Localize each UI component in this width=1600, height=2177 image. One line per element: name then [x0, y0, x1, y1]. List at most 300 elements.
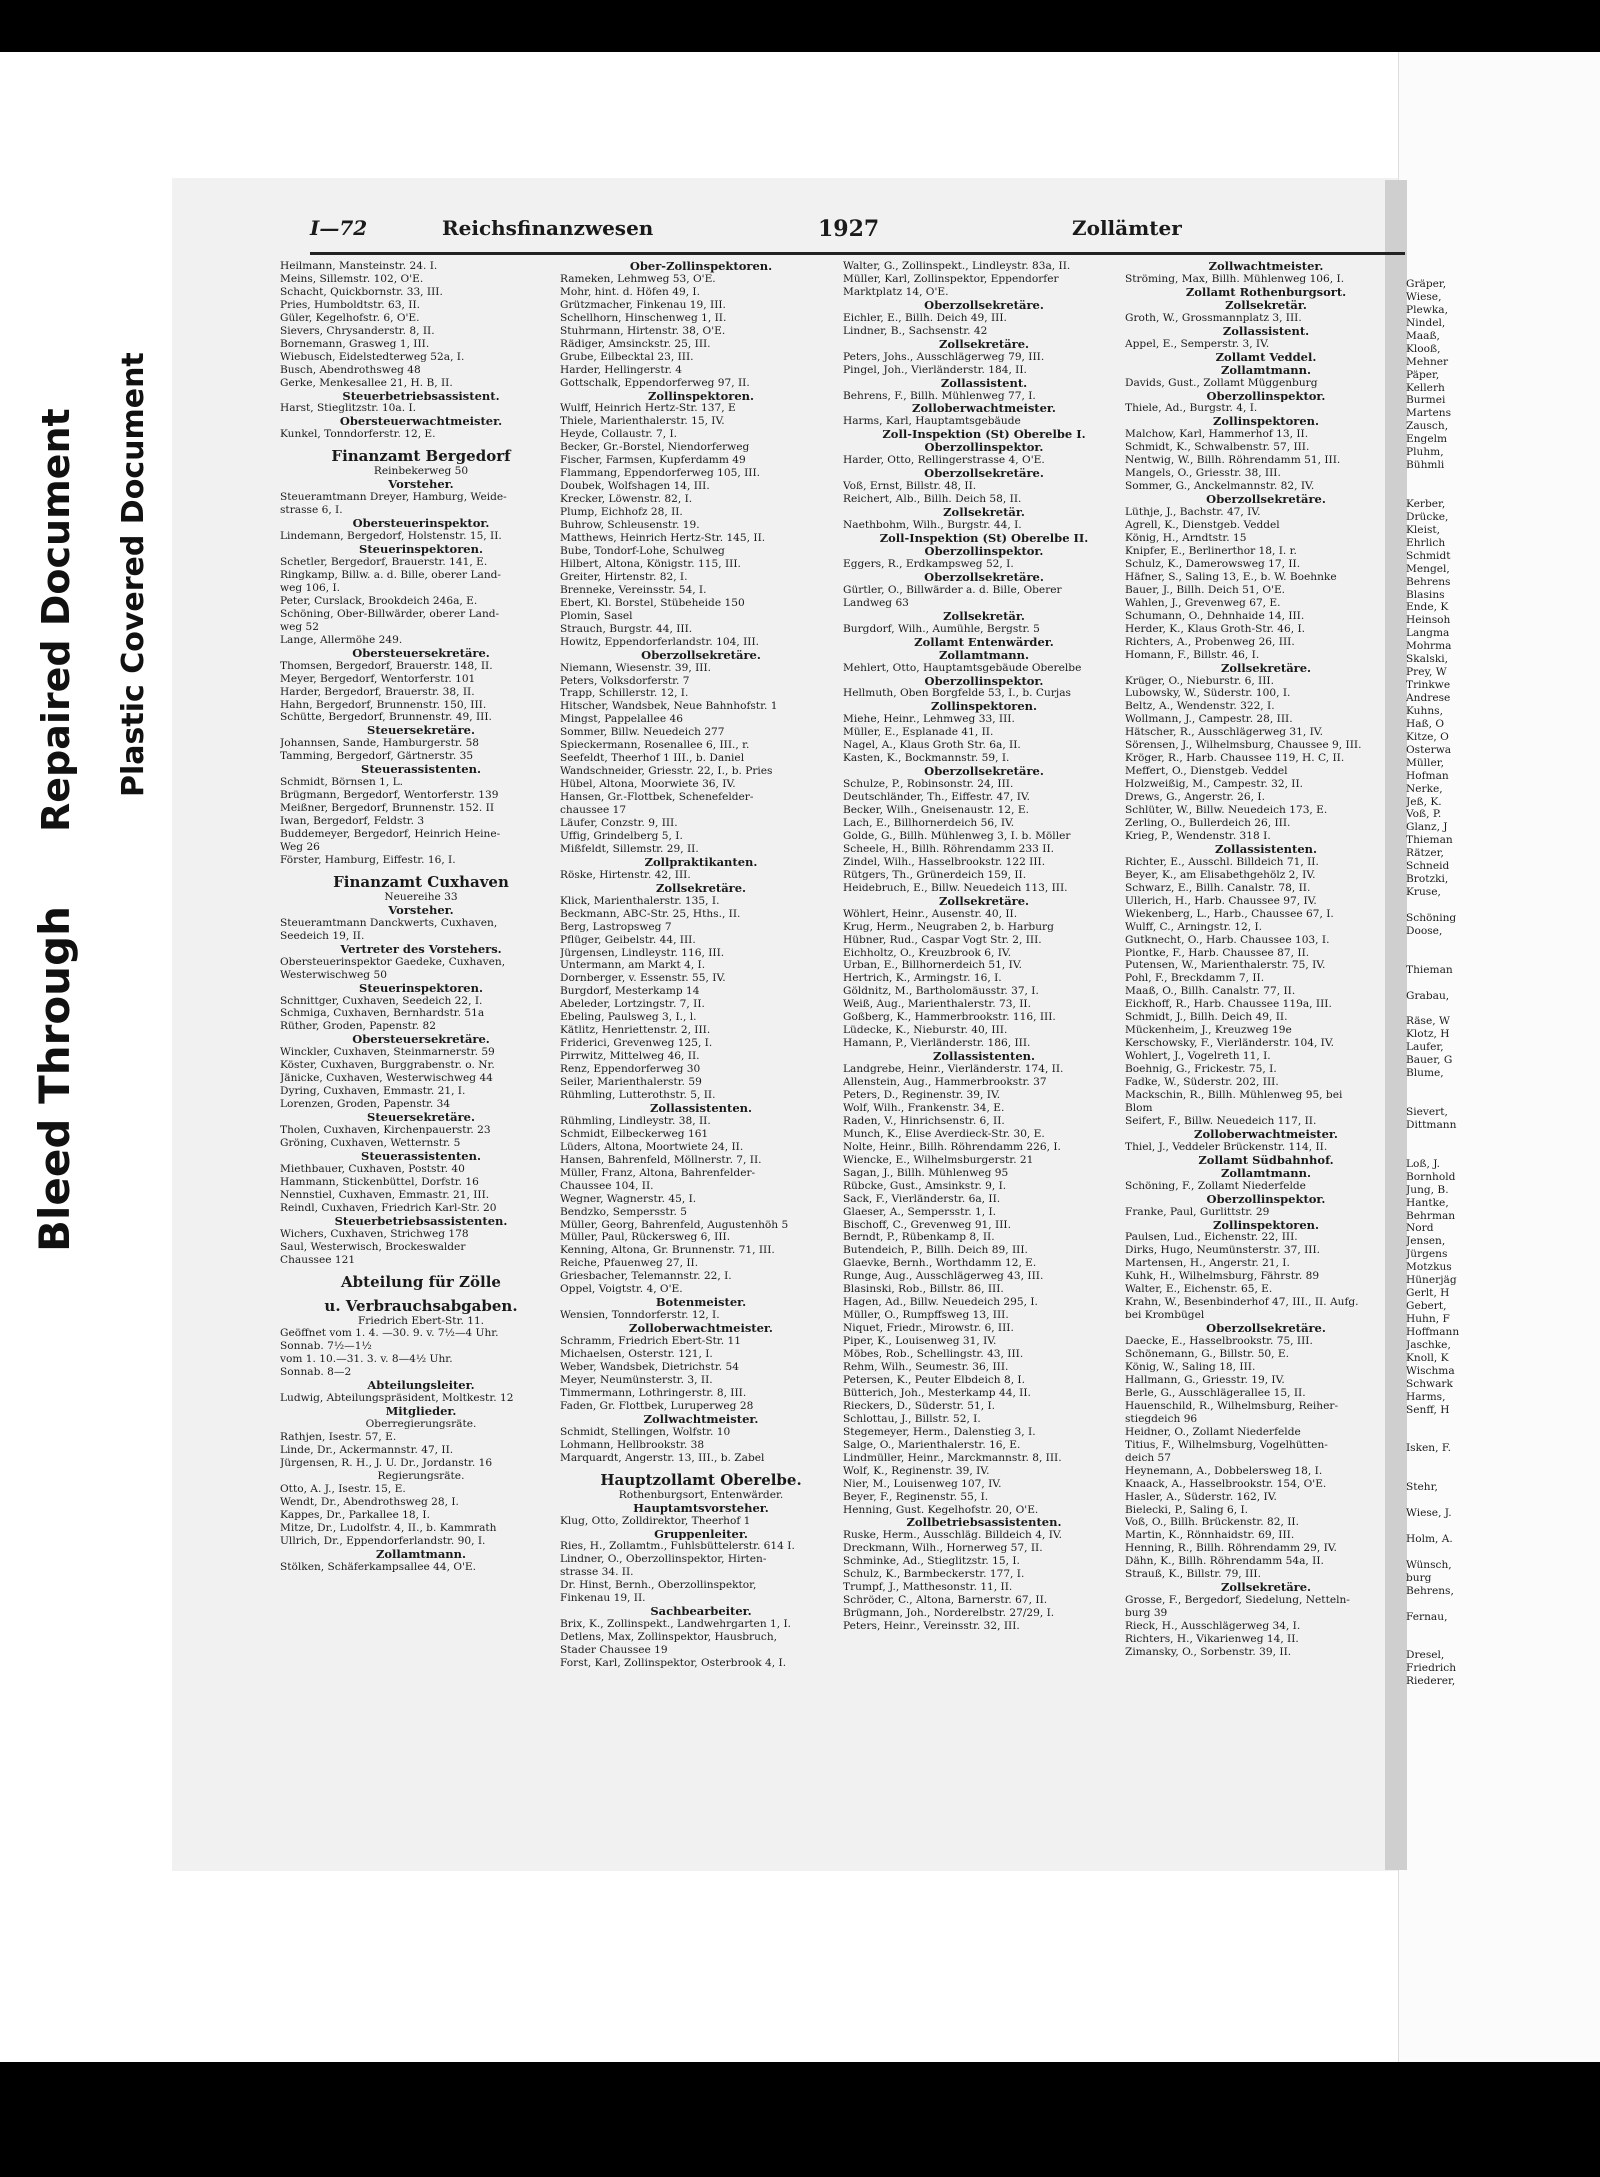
- list-item: bei Krombügel: [1125, 1309, 1205, 1322]
- list-item: Rameken, Lehmweg 53, O'E.: [560, 272, 716, 285]
- subheading: Oberzollinspektor.: [924, 544, 1044, 558]
- list-item: Nolte, Heinr., Billh. Röhrendamm 226, I.: [843, 1140, 1061, 1153]
- list-item: Daecke, E., Hasselbrookstr. 75, III.: [1125, 1335, 1313, 1348]
- list-item: Doubek, Wolfshagen 14, III.: [560, 480, 710, 493]
- list-item: Harder, Bergedorf, Brauerstr. 38, II.: [280, 685, 475, 698]
- list-item: Gürtler, O., Billwärder a. d. Bille, Oberer: [843, 583, 1062, 596]
- list-item: Ludwig, Abteilungspräsident, Moltkestr. 12: [280, 1392, 514, 1405]
- list-item: Martin, K., Rönnhaidstr. 69, III.: [1125, 1529, 1295, 1542]
- address-line: Neuereihe 33: [384, 890, 458, 903]
- list-item: Senff, H: [1406, 1403, 1450, 1416]
- subheading: Zollsekretär.: [943, 609, 1025, 623]
- list-item: Schellhorn, Hinschenweg 1, II.: [560, 311, 727, 324]
- list-item: Hitscher, Wandsbek, Neue Bahnhofstr. 1: [560, 700, 778, 713]
- list-item: Boehnig, G., Frickestr. 75, I.: [1125, 1063, 1277, 1076]
- list-item: Klick, Marienthalerstr. 135, I.: [560, 894, 720, 907]
- list-item: Peter, Curslack, Brookdeich 246a, E.: [280, 594, 478, 607]
- list-item: Buhrow, Schleusenstr. 19.: [560, 519, 700, 532]
- subheading: Zollamtmann.: [1220, 1166, 1312, 1180]
- list-item: Westerwischweg 50: [280, 968, 387, 981]
- list-item: Trapp, Schillerstr. 12, I.: [560, 687, 689, 700]
- list-item: Heynemann, A., Dobbelersweg 18, I.: [1125, 1464, 1323, 1477]
- list-item: Gerke, Menkesallee 21, H. B, II.: [280, 376, 453, 389]
- list-item: Blume,: [1406, 1067, 1444, 1080]
- list-item: Motzkus: [1406, 1261, 1452, 1274]
- list-item: Wulff, Heinrich Hertz-Str. 137, E: [560, 402, 736, 415]
- subheading: Steuerbetriebsassistent.: [342, 389, 500, 403]
- subheading: Oberzollinspektor.: [924, 441, 1044, 455]
- subheading: Zollassistenten.: [932, 1050, 1036, 1064]
- list-item: Goßberg, K., Hammerbrookstr. 116, III.: [843, 1011, 1056, 1024]
- list-item: Seifert, F., Billw. Neuedeich 117, II.: [1125, 1114, 1317, 1127]
- list-item: Friderici, Grevenweg 125, I.: [560, 1037, 713, 1050]
- subheading: Zollbetriebsassistenten.: [906, 1516, 1062, 1530]
- list-item: Krecker, Löwenstr. 82, I.: [560, 493, 693, 506]
- list-item: Häfner, S., Saling 13, E., b. W. Boehnke: [1125, 570, 1337, 583]
- list-item: Müller, Paul, Rückersweg 6, III.: [560, 1231, 731, 1244]
- subheading: Zollsekretär.: [943, 506, 1025, 520]
- list-item: Salge, O., Marienthalerstr. 16, E.: [843, 1438, 1021, 1451]
- list-item: Läufer, Conzstr. 9, III.: [560, 816, 678, 829]
- list-item: [1406, 1080, 1598, 1093]
- list-item: Klug, Otto, Zolldirektor, Theerhof 1: [560, 1514, 751, 1527]
- list-item: Lüdecke, K., Nieburstr. 40, III.: [843, 1024, 1008, 1037]
- list-item: Holzweißig, M., Campestr. 32, II.: [1125, 778, 1304, 791]
- subheading: Oberzollsekretäre.: [924, 765, 1044, 779]
- list-item: [1406, 899, 1598, 912]
- list-item: Peters, Heinr., Vereinsstr. 32, III.: [843, 1620, 1020, 1633]
- list-item: Päper,: [1406, 368, 1440, 381]
- subheading: Zollinspektoren.: [930, 700, 1038, 714]
- list-item: Blasins: [1406, 588, 1445, 601]
- list-item: Kerber,: [1406, 497, 1446, 510]
- list-item: Harder, Otto, Rellingerstrasse 4, O'E.: [843, 454, 1045, 467]
- list-item: Klooß,: [1406, 342, 1441, 355]
- subheading: Vertreter des Vorstehers.: [340, 942, 502, 956]
- list-item: Prey, W: [1406, 666, 1447, 679]
- list-item: Ebert, Kl. Borstel, Stübeheide 150: [560, 596, 745, 609]
- list-item: Kuhk, H., Wilhelmsburg, Fährstr. 89: [1125, 1270, 1320, 1283]
- subheading: Hauptamtsvorsteher.: [633, 1501, 769, 1515]
- list-item: Franke, Paul, Gurlittstr. 29: [1125, 1205, 1270, 1218]
- list-item: Meißner, Bergedorf, Brunnenstr. 152. II: [280, 802, 495, 815]
- list-item: [1406, 1093, 1598, 1106]
- list-item: Howitz, Eppendorferlandstr. 104, III.: [560, 635, 760, 648]
- list-item: Steueramtmann Danckwerts, Cuxhaven,: [280, 916, 498, 929]
- list-item: Linde, Dr., Ackermannstr. 47, II.: [280, 1444, 454, 1457]
- list-item: Friedrich: [1406, 1662, 1457, 1675]
- list-item: Henning, Gust. Kegelhofstr. 20, O'E.: [843, 1503, 1039, 1516]
- list-item: Lindner, O., Oberzollinspektor, Hirten-: [560, 1553, 767, 1566]
- list-item: Hansen, Bahrenfeld, Möllnerstr. 7, II.: [560, 1153, 762, 1166]
- list-item: Rieckers, D., Süderstr. 51, I.: [843, 1399, 995, 1412]
- list-item: Jänicke, Cuxhaven, Westerwischweg 44: [280, 1072, 493, 1085]
- list-item: Schöning: [1406, 911, 1457, 924]
- list-item: Walter, G., Zollinspekt., Lindleystr. 83a, II.: [843, 260, 1071, 272]
- list-item: Rathjen, Isestr. 57, E.: [280, 1431, 397, 1444]
- list-item: Dyring, Cuxhaven, Emmastr. 21, I.: [280, 1085, 466, 1098]
- list-item: Nier, M., Louisenweg 107, IV.: [843, 1477, 1002, 1490]
- list-item: Hasler, A., Süderstr. 162, IV.: [1125, 1490, 1277, 1503]
- subheading: Ober-Zollinspektoren.: [629, 260, 773, 273]
- list-item: Hünerjäg: [1406, 1274, 1457, 1287]
- list-item: [1406, 1003, 1598, 1016]
- list-item: Mehner: [1406, 355, 1449, 368]
- list-item: Glaeser, A., Sempersstr. 1, I.: [843, 1205, 997, 1218]
- list-item: Naethbohm, Wilh., Burgstr. 44, I.: [843, 519, 1022, 532]
- list-item: Berle, G., Ausschlägerallee 15, II.: [1125, 1386, 1306, 1399]
- list-item: Hübel, Altona, Moorwiete 36, IV.: [560, 778, 736, 791]
- subheading: Steuerinspektoren.: [359, 543, 483, 557]
- list-item: Hoffmann: [1406, 1325, 1460, 1338]
- list-item: Knaack, A., Hasselbrookstr. 154, O'E.: [1125, 1477, 1327, 1490]
- list-item: [1406, 472, 1598, 485]
- list-item: König, H., Arndtstr. 15: [1125, 532, 1247, 545]
- list-item: Piontke, F., Harb. Chaussee 87, II.: [1125, 946, 1310, 959]
- list-item: Putensen, W., Marienthalerstr. 75, IV.: [1125, 959, 1326, 972]
- list-item: Bauer, J., Billh. Deich 51, O'E.: [1125, 583, 1286, 596]
- list-item: Förster, Hamburg, Eiffestr. 16, I.: [280, 853, 456, 866]
- list-item: Peters, Volksdorferstr. 7: [560, 674, 690, 687]
- list-item: Hertrich, K., Armingstr. 16, I.: [843, 972, 1002, 985]
- list-item: Sievers, Chrysanderstr. 8, II.: [280, 324, 435, 337]
- list-item: Sörensen, J., Wilhelmsburg, Chaussee 9, III.: [1125, 739, 1362, 752]
- subheading: Zollsekretäre.: [1220, 1581, 1312, 1595]
- list-item: Schnittger, Cuxhaven, Seedeich 22, I.: [280, 994, 483, 1007]
- list-item: Dresel,: [1406, 1649, 1445, 1662]
- list-item: Finkenau 19, II.: [560, 1592, 646, 1605]
- list-item: Kerschowsky, F., Vierländerstr. 104, IV.: [1125, 1037, 1335, 1050]
- list-item: [1406, 1132, 1598, 1145]
- subheading: Zollamt Entenwärder.: [914, 635, 1054, 649]
- list-item: Appel, E., Semperstr. 3, IV.: [1125, 337, 1270, 350]
- list-item: Beyer, K., am Elisabethgehölz 2, IV.: [1125, 868, 1316, 881]
- address-line: Friedrich Ebert-Str. 11.: [357, 1314, 485, 1327]
- list-item: Heilmann, Mansteinstr. 24. I.: [280, 260, 438, 272]
- list-item: Miehe, Heinr., Lehmweg 33, III.: [843, 713, 1015, 726]
- list-item: Knoll, K: [1406, 1351, 1449, 1364]
- list-item: Güler, Kegelhofstr. 6, O'E.: [280, 311, 420, 324]
- list-item: Ehrlich: [1406, 536, 1446, 549]
- list-item: Weg 26: [280, 840, 320, 853]
- list-item: Stader Chaussee 19: [560, 1644, 668, 1657]
- subheading: Steuersekretäre.: [367, 724, 475, 738]
- page-number: I—72: [310, 216, 368, 240]
- list-item: Iwan, Bergedorf, Feldstr. 3: [280, 815, 425, 828]
- list-item: Laufer,: [1406, 1041, 1444, 1054]
- list-item: Walter, E., Eichenstr. 65, E.: [1125, 1283, 1273, 1296]
- list-item: Nagel, A., Klaus Groth Str. 6a, II.: [843, 739, 1021, 752]
- list-item: Busch, Abendrothsweg 48: [280, 363, 421, 376]
- list-item: Urban, E., Billhornerdeich 51, IV.: [843, 959, 1022, 972]
- list-item: [1406, 1417, 1598, 1430]
- list-item: Paulsen, Lud., Eichenstr. 22, III.: [1125, 1231, 1298, 1244]
- subheading: Zollassistenten.: [649, 1101, 753, 1115]
- list-item: Heyde, Collaustr. 7, I.: [560, 428, 678, 441]
- list-item: Behrens,: [1406, 1584, 1454, 1597]
- list-item: Kappes, Dr., Parkallee 18, I.: [280, 1508, 430, 1521]
- list-item: Golde, G., Billh. Mühlenweg 3, I. b. Möller: [843, 829, 1071, 842]
- list-item: Rütgers, Th., Grünerdeich 159, II.: [843, 868, 1027, 881]
- list-item: Strauß, K., Billstr. 79, III.: [1125, 1568, 1261, 1581]
- subheading: Zoll-Inspektion (St) Oberelbe I.: [882, 428, 1086, 442]
- list-item: Lubowsky, W., Süderstr. 100, I.: [1125, 687, 1291, 700]
- list-item: Wulff, C., Arningstr. 12, I.: [1125, 920, 1263, 933]
- list-item: Dirks, Hugo, Neumünsterstr. 37, III.: [1125, 1244, 1321, 1257]
- list-item: Plomin, Sasel: [560, 609, 633, 622]
- list-item: Bühmli: [1406, 459, 1445, 472]
- subheading: Zollpraktikanten.: [644, 855, 758, 869]
- list-item: Sonnab. 7½—1½: [280, 1340, 372, 1353]
- list-item: [1406, 1520, 1598, 1533]
- subheading: Obersteuersekretäre.: [352, 1033, 490, 1047]
- top-black-border: [0, 0, 1600, 52]
- subheading: Zollsekretäre.: [1220, 661, 1312, 675]
- list-item: Sievert,: [1406, 1106, 1448, 1118]
- list-item: [1406, 1468, 1598, 1481]
- list-item: Stuhrmann, Hirtenstr. 38, O'E.: [560, 324, 726, 337]
- list-item: [1406, 951, 1598, 964]
- list-item: Renz, Eppendorferweg 30: [560, 1063, 701, 1076]
- subheading: Zollsekretär.: [1225, 298, 1307, 312]
- list-item: Voß, O., Billh. Brückenstr. 82, II.: [1125, 1516, 1299, 1529]
- list-item: Pingel, Joh., Vierländerstr. 184, II.: [843, 363, 1027, 376]
- list-item: Schramm, Friedrich Ebert-Str. 11: [560, 1335, 741, 1348]
- list-item: Agrell, K., Dienstgeb. Veddel: [1125, 519, 1280, 532]
- list-item: Bendzko, Sempersstr. 5: [560, 1205, 687, 1218]
- list-item: Bielecki, P., Saling 6, I.: [1125, 1503, 1249, 1516]
- list-item: strasse 34. II.: [560, 1566, 634, 1579]
- list-item: Pirrwitz, Mittelweg 46, II.: [560, 1050, 700, 1063]
- list-item: [1406, 1624, 1598, 1637]
- list-item: Glanz, J: [1406, 821, 1448, 834]
- list-item: Brügmann, Joh., Norderelbstr. 27/29, I.: [843, 1607, 1055, 1620]
- list-item: Eichler, E., Billh. Deich 49, III.: [843, 311, 1007, 324]
- list-item: Schulz, K., Damerowsweg 17, II.: [1125, 557, 1301, 570]
- subheading: Zollsekretäre.: [938, 894, 1030, 908]
- list-item: Munch, K., Elise Averdieck-Str. 30, E.: [843, 1127, 1045, 1140]
- column-1: [280, 260, 562, 1574]
- list-item: Beltz, A., Wendenstr. 322, I.: [1125, 700, 1275, 713]
- list-item: Schütte, Bergedorf, Brunnenstr. 49, III.: [280, 711, 492, 724]
- header-rule: [310, 252, 1405, 255]
- subheading: Gruppenleiter.: [654, 1527, 748, 1541]
- list-item: Allenstein, Aug., Hammerbrookstr. 37: [843, 1076, 1047, 1089]
- list-item: Heidebruch, E., Billw. Neuedeich 113, III.: [843, 881, 1068, 894]
- list-item: Kuhns,: [1406, 704, 1443, 717]
- list-item: Steueramtmann Dreyer, Hamburg, Weide-: [280, 491, 507, 504]
- list-item: Maaß,: [1406, 329, 1440, 342]
- list-item: weg 106, I.: [280, 581, 340, 594]
- list-item: Stehr,: [1406, 1481, 1438, 1494]
- list-item: Brenneke, Vereinsstr. 54, I.: [560, 583, 707, 596]
- list-item: [1406, 977, 1598, 990]
- list-item: Becker, Wilh., Gneisenaustr. 12, E.: [843, 804, 1029, 817]
- list-item: Schmidt, Börnsen 1, L.: [280, 776, 404, 789]
- address-line: Regierungsräte.: [377, 1469, 465, 1482]
- list-item: Kunkel, Tonndorferstr. 12, E.: [280, 428, 436, 441]
- list-item: Müller, E., Esplanade 41, II.: [843, 726, 994, 739]
- list-item: Richters, H., Vikarienweg 14, II.: [1125, 1633, 1299, 1646]
- subheading: Sachbearbeiter.: [650, 1605, 752, 1619]
- list-item: Andrese: [1406, 692, 1451, 704]
- subheading: Zolloberwachtmeister.: [912, 402, 1056, 416]
- list-item: Hammann, Stickenbüttel, Dorfstr. 16: [280, 1175, 479, 1188]
- subheading: Zollinspektoren.: [1212, 1218, 1320, 1232]
- list-item: Behrman: [1406, 1209, 1456, 1222]
- list-item: [1406, 1429, 1598, 1442]
- header-title: Reichsfinanzwesen: [442, 216, 654, 240]
- list-item: Schlottau, J., Billstr. 52, I.: [843, 1412, 981, 1425]
- list-item: Wiebusch, Eidelstedterweg 52a, I.: [280, 350, 465, 363]
- list-item: Berndt, P., Rübenkamp 8, II.: [843, 1231, 995, 1244]
- list-item: Plump, Eichhofz 28, II.: [560, 506, 683, 519]
- list-item: Trinkwe: [1406, 679, 1451, 692]
- list-item: Thiele, Ad., Burgstr. 4, I.: [1125, 402, 1258, 415]
- list-item: Thomsen, Bergedorf, Brauerstr. 148, II.: [280, 659, 493, 672]
- subheading: Oberzollsekretäre.: [924, 298, 1044, 312]
- list-item: Rätzer,: [1406, 847, 1444, 860]
- subheading: Oberzollinspektor.: [924, 674, 1044, 688]
- subheading: Zollamt Rothenburgsort.: [1185, 285, 1347, 299]
- list-item: Jung, B.: [1406, 1183, 1449, 1196]
- list-item: Müller, Karl, Zollinspektor, Eppendorfer: [843, 272, 1059, 285]
- list-item: Lindmüller, Heinr., Marckmannstr. 8, III.: [843, 1451, 1062, 1464]
- list-item: Bube, Tondorf-Lohe, Schulweg: [560, 544, 725, 557]
- list-item: Ullerich, H., Harb. Chaussee 97, IV.: [1125, 894, 1317, 907]
- subheading: Zollassistent.: [1222, 324, 1310, 338]
- list-item: Rädiger, Amsinckstr. 25, III.: [560, 337, 711, 350]
- list-item: Berg, Lastropsweg 7: [560, 920, 672, 933]
- list-item: Hahn, Bergedorf, Brunnenstr. 150, III.: [280, 698, 487, 711]
- list-item: Butendeich, P., Billh. Deich 89, III.: [843, 1244, 1028, 1257]
- list-item: Wolf, Wilh., Frankenstr. 34, E.: [843, 1101, 1005, 1114]
- list-item: Schröder, C., Altona, Barnerstr. 67, II.: [843, 1594, 1048, 1607]
- list-item: Schmiga, Cuxhaven, Bernhardstr. 51a: [280, 1007, 485, 1020]
- subheading: Oberzollsekretäre.: [924, 467, 1044, 481]
- list-item: Nindel,: [1406, 316, 1446, 329]
- section-heading: Hauptzollamt Oberelbe.: [600, 1470, 802, 1489]
- list-item: Pries, Humboldtstr. 63, II.: [280, 298, 420, 311]
- list-item: Thieman: [1406, 834, 1453, 847]
- list-item: Schacht, Quickbornstr. 33, III.: [280, 285, 443, 298]
- list-item: Krieg, P., Wendenstr. 318 I.: [1125, 829, 1271, 842]
- list-item: Röske, Hirtenstr. 42, III.: [560, 868, 691, 881]
- list-item: Kenning, Altona, Gr. Brunnenstr. 71, III.: [560, 1244, 775, 1257]
- header-section: Zollämter: [1072, 216, 1182, 240]
- list-item: Reindl, Cuxhaven, Friedrich Karl-Str. 20: [280, 1201, 497, 1214]
- subheading: Zollwachtmeister.: [1208, 260, 1324, 273]
- list-item: Dittmann: [1406, 1118, 1457, 1131]
- list-item: Brügmann, Bergedorf, Wentorferstr. 139: [280, 789, 499, 802]
- list-item: Langma: [1406, 627, 1450, 640]
- list-item: Schmidt: [1406, 549, 1451, 562]
- list-item: Ströming, Max, Billh. Mühlenweg 106, I.: [1125, 272, 1345, 285]
- subheading: Zoll-Inspektion (St) Oberelbe II.: [879, 532, 1089, 545]
- list-item: Lange, Allermöhe 249.: [280, 633, 403, 646]
- list-item: Riederer,: [1406, 1675, 1456, 1688]
- list-item: Klotz, H: [1406, 1028, 1450, 1041]
- list-item: Mückenheim, J., Kreuzweg 19e: [1125, 1024, 1292, 1037]
- list-item: Runge, Aug., Ausschlägerweg 43, III.: [843, 1270, 1044, 1283]
- list-item: Mingst, Pappelallee 46: [560, 713, 683, 726]
- list-item: deich 57: [1125, 1451, 1172, 1464]
- list-item: Jürgensen, Lindleystr. 116, III.: [560, 946, 725, 959]
- list-item: Chaussee 121: [280, 1253, 356, 1266]
- list-item: Untermann, am Markt 4, I.: [560, 959, 706, 972]
- list-item: Mengel,: [1406, 562, 1450, 575]
- list-item: Kätlitz, Henriettenstr. 2, III.: [560, 1024, 711, 1037]
- list-item: Wohlert, J., Vogelreth 11, I.: [1125, 1050, 1271, 1063]
- subheading: Obersteuersekretäre.: [352, 646, 490, 660]
- column-2: [560, 260, 842, 1670]
- list-item: Trumpf, J., Matthesonstr. 11, II.: [843, 1581, 1013, 1594]
- list-item: Dähn, K., Billh. Röhrendamm 54a, II.: [1125, 1555, 1324, 1568]
- subheading: Steuersekretäre.: [367, 1111, 475, 1125]
- list-item: Wiencke, E., Wilhelmsburgerstr. 21: [843, 1153, 1034, 1166]
- list-item: Voß, P.: [1406, 808, 1442, 821]
- list-item: Jaschke,: [1406, 1338, 1451, 1351]
- list-item: Harder, Hellingerstr. 4: [560, 363, 682, 376]
- list-item: Seiler, Marienthalerstr. 59: [560, 1076, 702, 1089]
- list-item: Rühmling, Lutterothstr. 5, II.: [560, 1089, 716, 1101]
- address-line: Oberregierungsräte.: [365, 1418, 477, 1431]
- list-item: Miethbauer, Cuxhaven, Poststr. 40: [280, 1162, 465, 1175]
- list-item: Greiter, Hirtenstr. 82, I.: [560, 570, 688, 583]
- subheading: Oberzollinspektor.: [1206, 1192, 1326, 1206]
- list-item: Bornhold: [1406, 1170, 1456, 1183]
- subheading: Zollamt Veddel.: [1215, 350, 1317, 364]
- list-item: Kitze, O: [1406, 730, 1449, 743]
- list-item: Schöning, Ober-Billwärder, oberer Land-: [280, 607, 500, 620]
- list-item: Forst, Karl, Zollinspektor, Osterbrook 4, I.: [560, 1657, 787, 1670]
- subheading: Zollinspektoren.: [647, 389, 755, 403]
- list-item: Marquardt, Angerstr. 13, III., b. Zabel: [560, 1451, 765, 1464]
- list-item: Pflüger, Geibelstr. 44, III.: [560, 933, 696, 946]
- list-item: Sommer, Billw. Neuedeich 277: [560, 726, 725, 739]
- list-item: Engelm: [1406, 433, 1448, 446]
- list-item: Schminke, Ad., Stieglitzstr. 15, I.: [843, 1555, 1020, 1568]
- list-item: Mackschin, R., Billh. Mühlenweg 95, bei: [1125, 1089, 1343, 1101]
- subheading: Oberzollsekretäre.: [641, 648, 761, 662]
- list-item: Bornemann, Grasweg 1, III.: [280, 337, 430, 350]
- list-item: Wischma: [1406, 1364, 1455, 1377]
- list-item: Räse, W: [1406, 1015, 1450, 1028]
- list-item: Behrens, F., Billh. Mühlenweg 77, I.: [843, 389, 1036, 402]
- subheading: Steuerassistenten.: [361, 1149, 481, 1163]
- list-item: Ringkamp, Billw. a. d. Bille, oberer Land-: [280, 568, 502, 581]
- bottom-black-border: [0, 2062, 1600, 2177]
- list-item: strasse 6, I.: [280, 504, 343, 517]
- list-item: Gerlt, H: [1406, 1287, 1450, 1300]
- list-item: Deutschländer, Th., Eiffestr. 47, IV.: [843, 791, 1031, 804]
- list-item: Blasinski, Rob., Billstr. 86, III.: [843, 1283, 1004, 1296]
- list-item: Hübner, Rud., Caspar Vogt Str. 2, III.: [843, 933, 1042, 946]
- list-item: Mangels, O., Griesstr. 38, III.: [1125, 467, 1281, 480]
- list-item: Zindel, Wilh., Hasselbrookstr. 122 III.: [843, 855, 1046, 868]
- list-item: Jürgens: [1406, 1248, 1448, 1261]
- list-item: [1406, 1494, 1598, 1507]
- list-item: Eggers, R., Erdkampsweg 52, I.: [843, 557, 1014, 570]
- list-item: Müller,: [1406, 756, 1444, 769]
- list-item: weg 52: [280, 620, 319, 633]
- list-item: Möbes, Rob., Schellingstr. 43, III.: [843, 1348, 1024, 1361]
- list-item: Fischer, Farmsen, Kupferdamm 49: [560, 454, 746, 467]
- list-item: Nord: [1406, 1222, 1434, 1235]
- list-item: Spieckermann, Rosenallee 6, III., r.: [560, 739, 750, 752]
- list-item: Homann, F., Billstr. 46, I.: [1125, 648, 1260, 661]
- list-item: Sack, F., Vierländerstr. 6a, II.: [843, 1192, 1001, 1205]
